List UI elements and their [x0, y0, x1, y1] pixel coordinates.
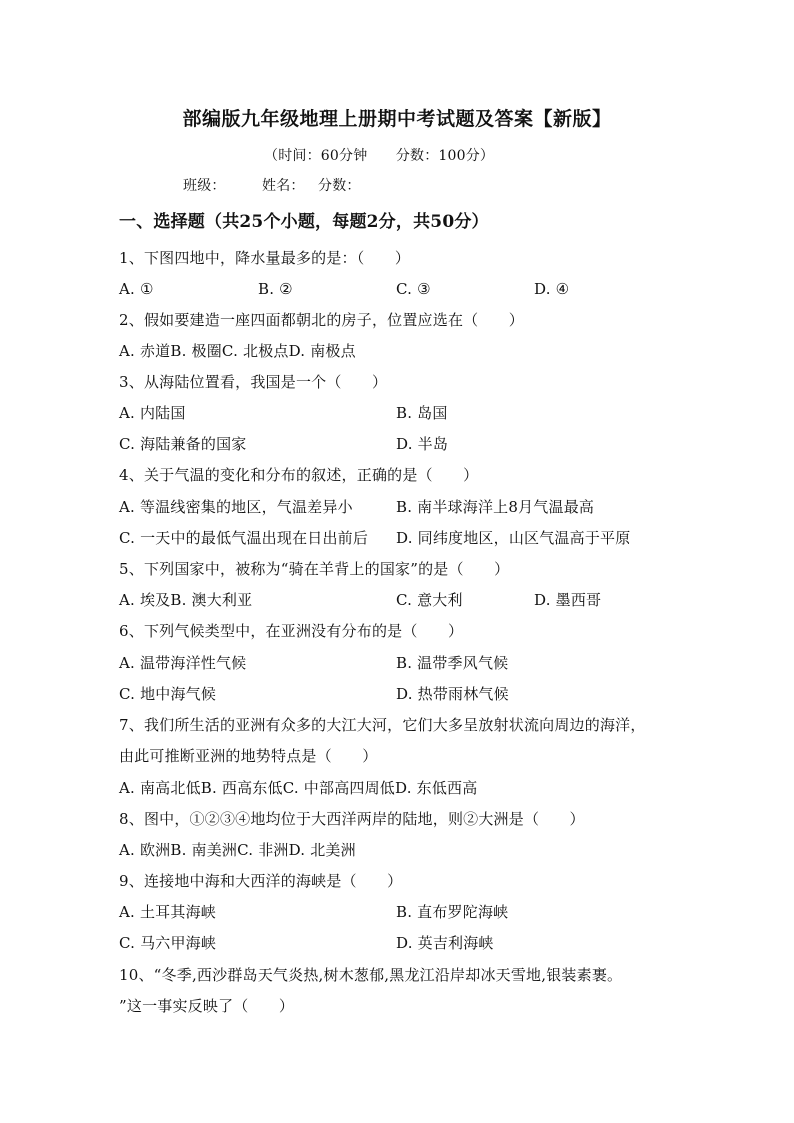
option: D. ④ — [534, 280, 570, 298]
class-label: 班级： — [183, 178, 226, 194]
option: A. ① — [119, 280, 154, 298]
option: C. 一天中的最低气温出现在日出前后 — [119, 529, 369, 547]
question-stem: 3、从海陆位置看，我国是一个（ ） — [119, 373, 388, 391]
option: B. 岛国 — [396, 404, 448, 422]
question-stem-continued: 由此可推断亚洲的地势特点是（ ） — [119, 747, 378, 765]
name-label: 姓名： — [262, 178, 305, 194]
question-stem-continued: ”这一事实反映了（ ） — [119, 997, 295, 1015]
option-line: A. 南高北低B. 西高东低C. 中部高四周低D. 东低西高 — [119, 779, 478, 797]
option: A. 等温线密集的地区，气温差异小 — [119, 498, 353, 516]
option: D. 热带雨林气候 — [396, 685, 509, 703]
time-score-line: （时间：60分钟 分数：100分） — [264, 148, 495, 164]
option: B. 温带季风气候 — [396, 654, 509, 672]
option-line: A. 欧洲B. 南美洲C. 非洲D. 北美洲 — [119, 841, 356, 859]
score-label: 分数： — [318, 178, 361, 194]
question-stem: 1、下图四地中，降水量最多的是：（ ） — [119, 249, 411, 267]
question-stem: 10、“冬季,西沙群岛天气炎热,树木葱郁,黑龙江沿岸却冰天雪地,银装素裹。 — [119, 966, 623, 984]
page-title: 部编版九年级地理上册期中考试题及答案【新版】 — [182, 108, 612, 130]
option: A. 埃及B. 澳大利亚 — [119, 591, 253, 609]
option: D. 墨西哥 — [534, 591, 602, 609]
question-stem: 9、连接地中海和大西洋的海峡是（ ） — [119, 872, 403, 890]
option: C. 地中海气候 — [119, 685, 217, 703]
option: D. 同纬度地区，山区气温高于平原 — [396, 529, 631, 547]
option: A. 土耳其海峡 — [119, 903, 216, 921]
question-stem: 5、下列国家中，被称为“骑在羊背上的国家”的是（ ） — [119, 560, 510, 578]
option: B. 南半球海洋上8月气温最高 — [396, 498, 595, 516]
question-stem: 8、图中，①②③④地均位于大西洋两岸的陆地，则②大洲是（ ） — [119, 810, 585, 828]
option: A. 内陆国 — [119, 404, 186, 422]
option: C. ③ — [396, 280, 431, 298]
question-stem: 2、假如要建造一座四面都朝北的房子，位置应选在（ ） — [119, 311, 524, 329]
section-heading: 一、选择题（共25个小题，每题2分，共50分） — [119, 212, 489, 232]
option: C. 意大利 — [396, 591, 463, 609]
option-line: A. 赤道B. 极圈C. 北极点D. 南极点 — [119, 342, 356, 360]
option: B. 直布罗陀海峡 — [396, 903, 509, 921]
question-stem: 6、下列气候类型中，在亚洲没有分布的是（ ） — [119, 622, 464, 640]
option: B. ② — [258, 280, 293, 298]
option: D. 英吉利海峡 — [396, 934, 494, 952]
option: A. 温带海洋性气候 — [119, 654, 247, 672]
option: C. 海陆兼备的国家 — [119, 435, 247, 453]
option: D. 半岛 — [396, 435, 449, 453]
question-stem: 7、我们所生活的亚洲有众多的大江大河，它们大多呈放射状流向周边的海洋， — [119, 716, 646, 734]
question-stem: 4、关于气温的变化和分布的叙述，正确的是（ ） — [119, 466, 479, 484]
option: C. 马六甲海峡 — [119, 934, 217, 952]
